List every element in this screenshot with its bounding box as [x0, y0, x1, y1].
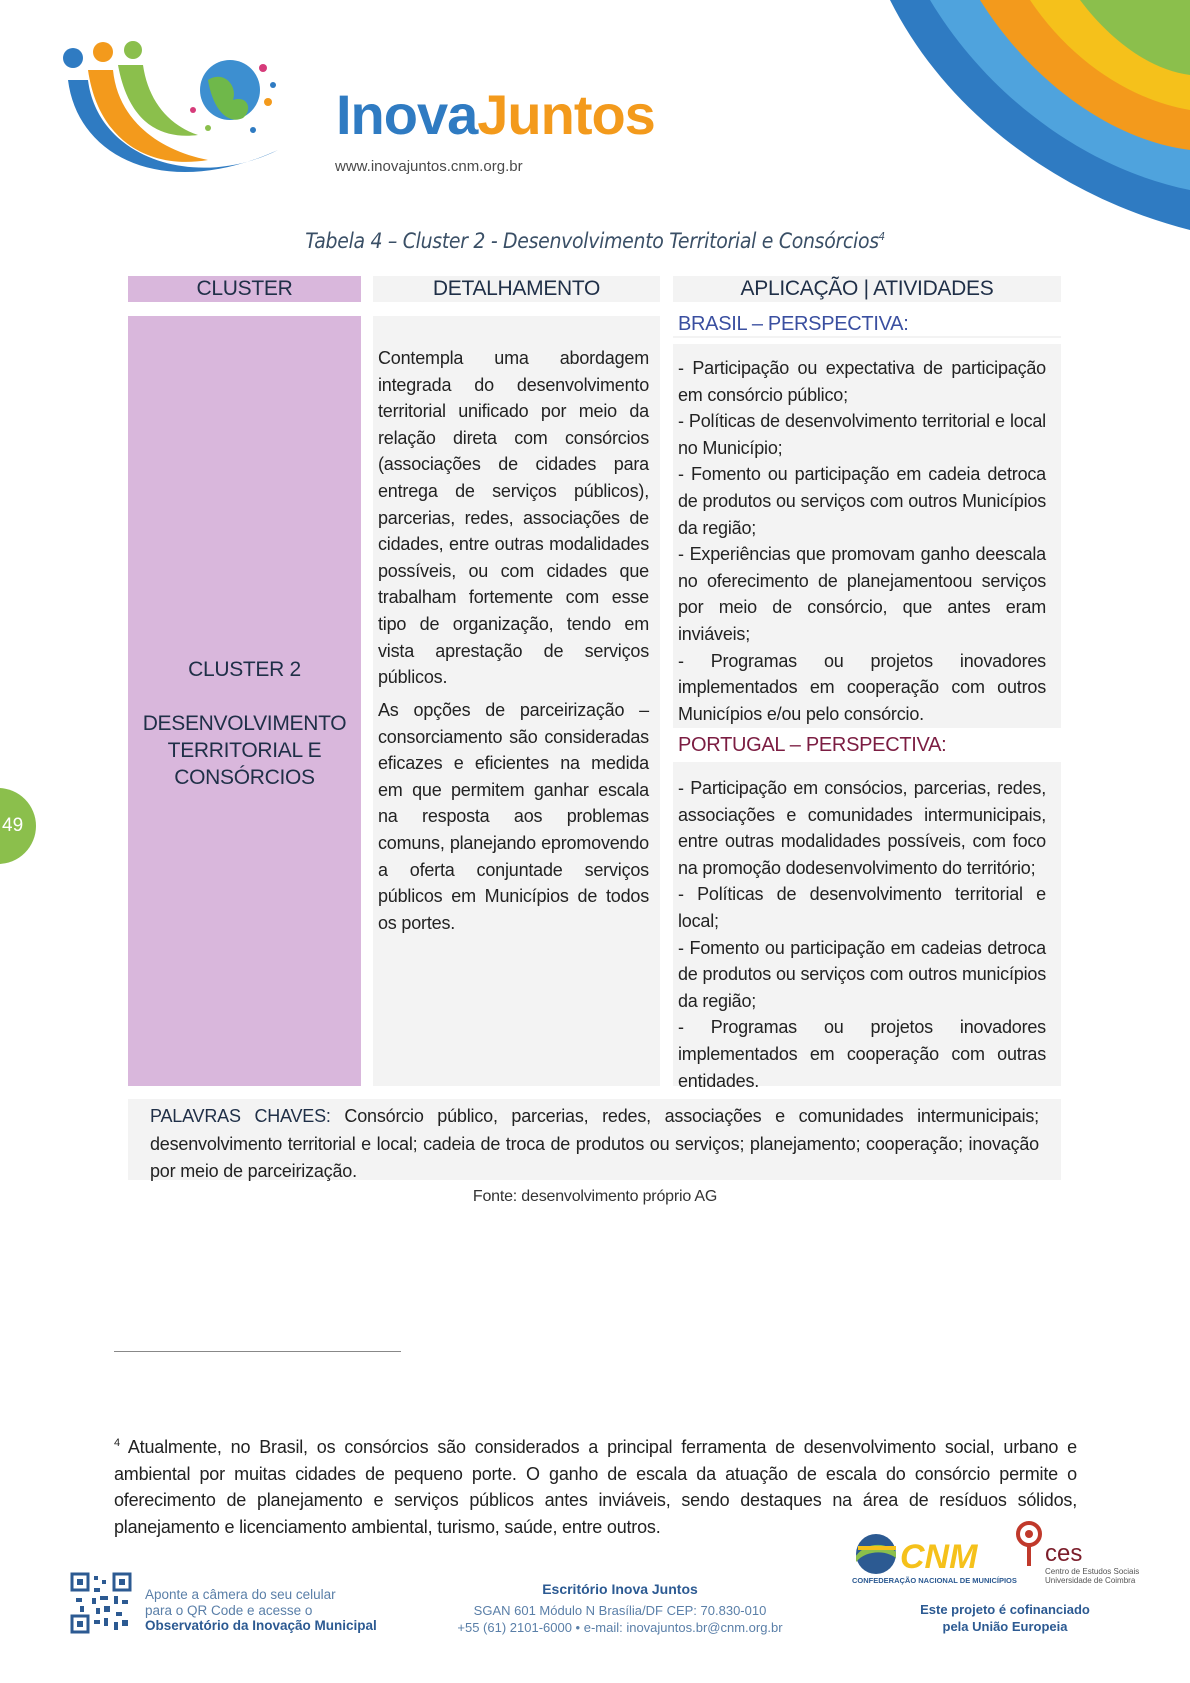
ces-label: ces	[1045, 1540, 1083, 1567]
keywords-label: PALAVRAS CHAVES:	[150, 1106, 331, 1126]
cnm-label: CNM	[900, 1538, 978, 1576]
portugal-title: PORTUGAL – PERSPECTIVA:	[678, 734, 947, 756]
footnote-number: 4	[114, 1437, 120, 1449]
cofinanced-note	[905, 1601, 1105, 1635]
footnote-divider	[114, 1351, 401, 1352]
office-address: SGAN 601 Módulo N Brasília/DF CEP: 70.830-010	[473, 1603, 767, 1618]
qr-line3: Observatório da Inovação Municipal	[145, 1618, 377, 1633]
qr-line2: para o QR Code e acesse o	[145, 1602, 313, 1618]
table-caption	[0, 229, 1190, 253]
portugal-list	[678, 775, 1046, 1094]
brand-part1: Inova	[336, 83, 478, 146]
cluster-line2: DESENVOLVIMENTO	[142, 712, 347, 735]
header-swoosh-decoration	[870, 0, 1190, 240]
cofin-line1: Este projeto é cofinanciado	[920, 1602, 1090, 1617]
page-number: 49	[2, 815, 24, 836]
portugal-item: - Programas ou projetos inovadores implementados em cooperação com outras entidades.	[678, 1017, 1046, 1091]
page-number-tab	[0, 788, 36, 864]
brasil-item: - Fomento ou participação em cadeia detroca de produtos ou serviços com outros Municípios da região;	[678, 464, 1046, 538]
cluster-line3: TERRITORIAL E	[167, 739, 322, 762]
brand-url: www.inovajuntos.cnm.org.br	[335, 158, 523, 175]
cnm-subtitle: CONFEDERAÇÃO NACIONAL DE MUNICÍPIOS	[852, 1576, 1017, 1585]
ces-sub2: Universidade de Coimbra	[1045, 1576, 1136, 1585]
inova-juntos-logo-icon	[58, 40, 308, 210]
detail-paragraph-1: Contempla uma abordagem integrada do desenvolvimento territorial unificado por meio da relação direta com consórcios (associações de cidades para entrega de serviços públicos), parcerias, redes, associações de cidades, entre outras modalidades possíveis, ou com cidades que trabalham fortemente com esse tipo de organização, tendo em vista aprestação de serviços públicos.	[378, 348, 649, 688]
qr-line1: Aponte a câmera do seu celular	[145, 1587, 336, 1602]
brasil-item: - Experiências que promovam ganho deescala no oferecimento de planejamentoou serviços por meio de consórcio, que antes eram inviáveis;	[678, 544, 1046, 644]
cluster-label	[128, 656, 361, 791]
header-detalhamento: DETALHAMENTO	[373, 276, 660, 302]
detail-paragraph-2: As opções de parceirização – consorciamento são consideradas eficazes e eficientes na medida em que permitem ganhar escala na resposta aos problemas comuns, planejando epromovendo a oferta conjuntade serviços públicos em Municípios de todos os portes.	[378, 700, 649, 933]
cluster-line1: CLUSTER 2	[188, 658, 301, 681]
ces-sub1: Centro de Estudos Sociais	[1045, 1567, 1140, 1576]
separator	[673, 338, 1061, 344]
office-contact: +55 (61) 2101-6000 • e-mail: inovajuntos.br@cnm.org.br	[457, 1620, 783, 1635]
header-cluster: CLUSTER	[128, 276, 361, 302]
portugal-item: - Fomento ou participação em cadeias detroca de produtos ou serviços com outros municípios da região;	[678, 937, 1046, 1011]
ces-logo-icon	[1015, 1520, 1047, 1568]
cofin-line2: pela União Europeia	[942, 1619, 1068, 1634]
office-info	[430, 1581, 810, 1636]
portugal-item: - Participação em consócios, parcerias, redes, associações e comunidades intermunicipais, entre outras modalidades possíveis, com foco na promoção dodesenvolvimento do território;	[678, 778, 1046, 878]
brasil-item: - Programas ou projetos inovadores implementados em cooperação com outros Municípios e/ou pelo consórcio.	[678, 650, 1046, 724]
brasil-item: - Participação ou expectativa de participação em consórcio público;	[678, 358, 1046, 405]
brasil-title: BRASIL – PERSPECTIVA:	[673, 312, 1061, 336]
ces-subtitle	[1045, 1567, 1139, 1585]
brand-part2: Juntos	[477, 83, 655, 146]
keywords-box	[128, 1099, 1061, 1180]
portugal-item: - Políticas de desenvolvimento territorial e local;	[678, 884, 1046, 931]
cnm-logo-icon	[852, 1532, 987, 1576]
caption-text: Tabela 4 – Cluster 2 - Desenvolvimento Territorial e Consórcios	[305, 229, 879, 253]
footnote-text: Atualmente, no Brasil, os consórcios são considerados a principal ferramenta de desenvolvimento social, urbano e ambiental por muitas cidades de pequeno porte. O ganho de escala da atuação de escala do consórcio permite o oferecimento de planejamento e serviços públicos antes inviáveis, sendo destaques na área de resíduos sólidos, planejamento e licenciamento ambiental, turismo, saúde, entre outros.	[114, 1437, 1077, 1537]
header-aplicacao: APLICAÇÃO | ATIVIDADES	[673, 276, 1061, 302]
keywords-text: Consórcio público, parcerias, redes, associações e comunidades intermunicipais; desenvolvimento territorial e local; cadeia de troca de produtos ou serviços; planejamento; cooperação; inovação por meio de parceirização.	[150, 1106, 1039, 1181]
brasil-item: - Políticas de desenvolvimento territorial e local no Município;	[678, 411, 1046, 458]
caption-footnote-ref: 4	[878, 230, 885, 243]
office-title: Escritório Inova Juntos	[542, 1581, 698, 1597]
cluster-line4: CONSÓRCIOS	[174, 766, 315, 789]
qr-code-icon[interactable]	[70, 1572, 132, 1634]
brasil-list	[678, 355, 1046, 727]
footnote	[114, 1430, 1077, 1540]
table-source: Fonte: desenvolvimento próprio AG	[472, 1188, 718, 1205]
qr-instructions	[145, 1587, 377, 1634]
brand-name	[336, 82, 655, 147]
